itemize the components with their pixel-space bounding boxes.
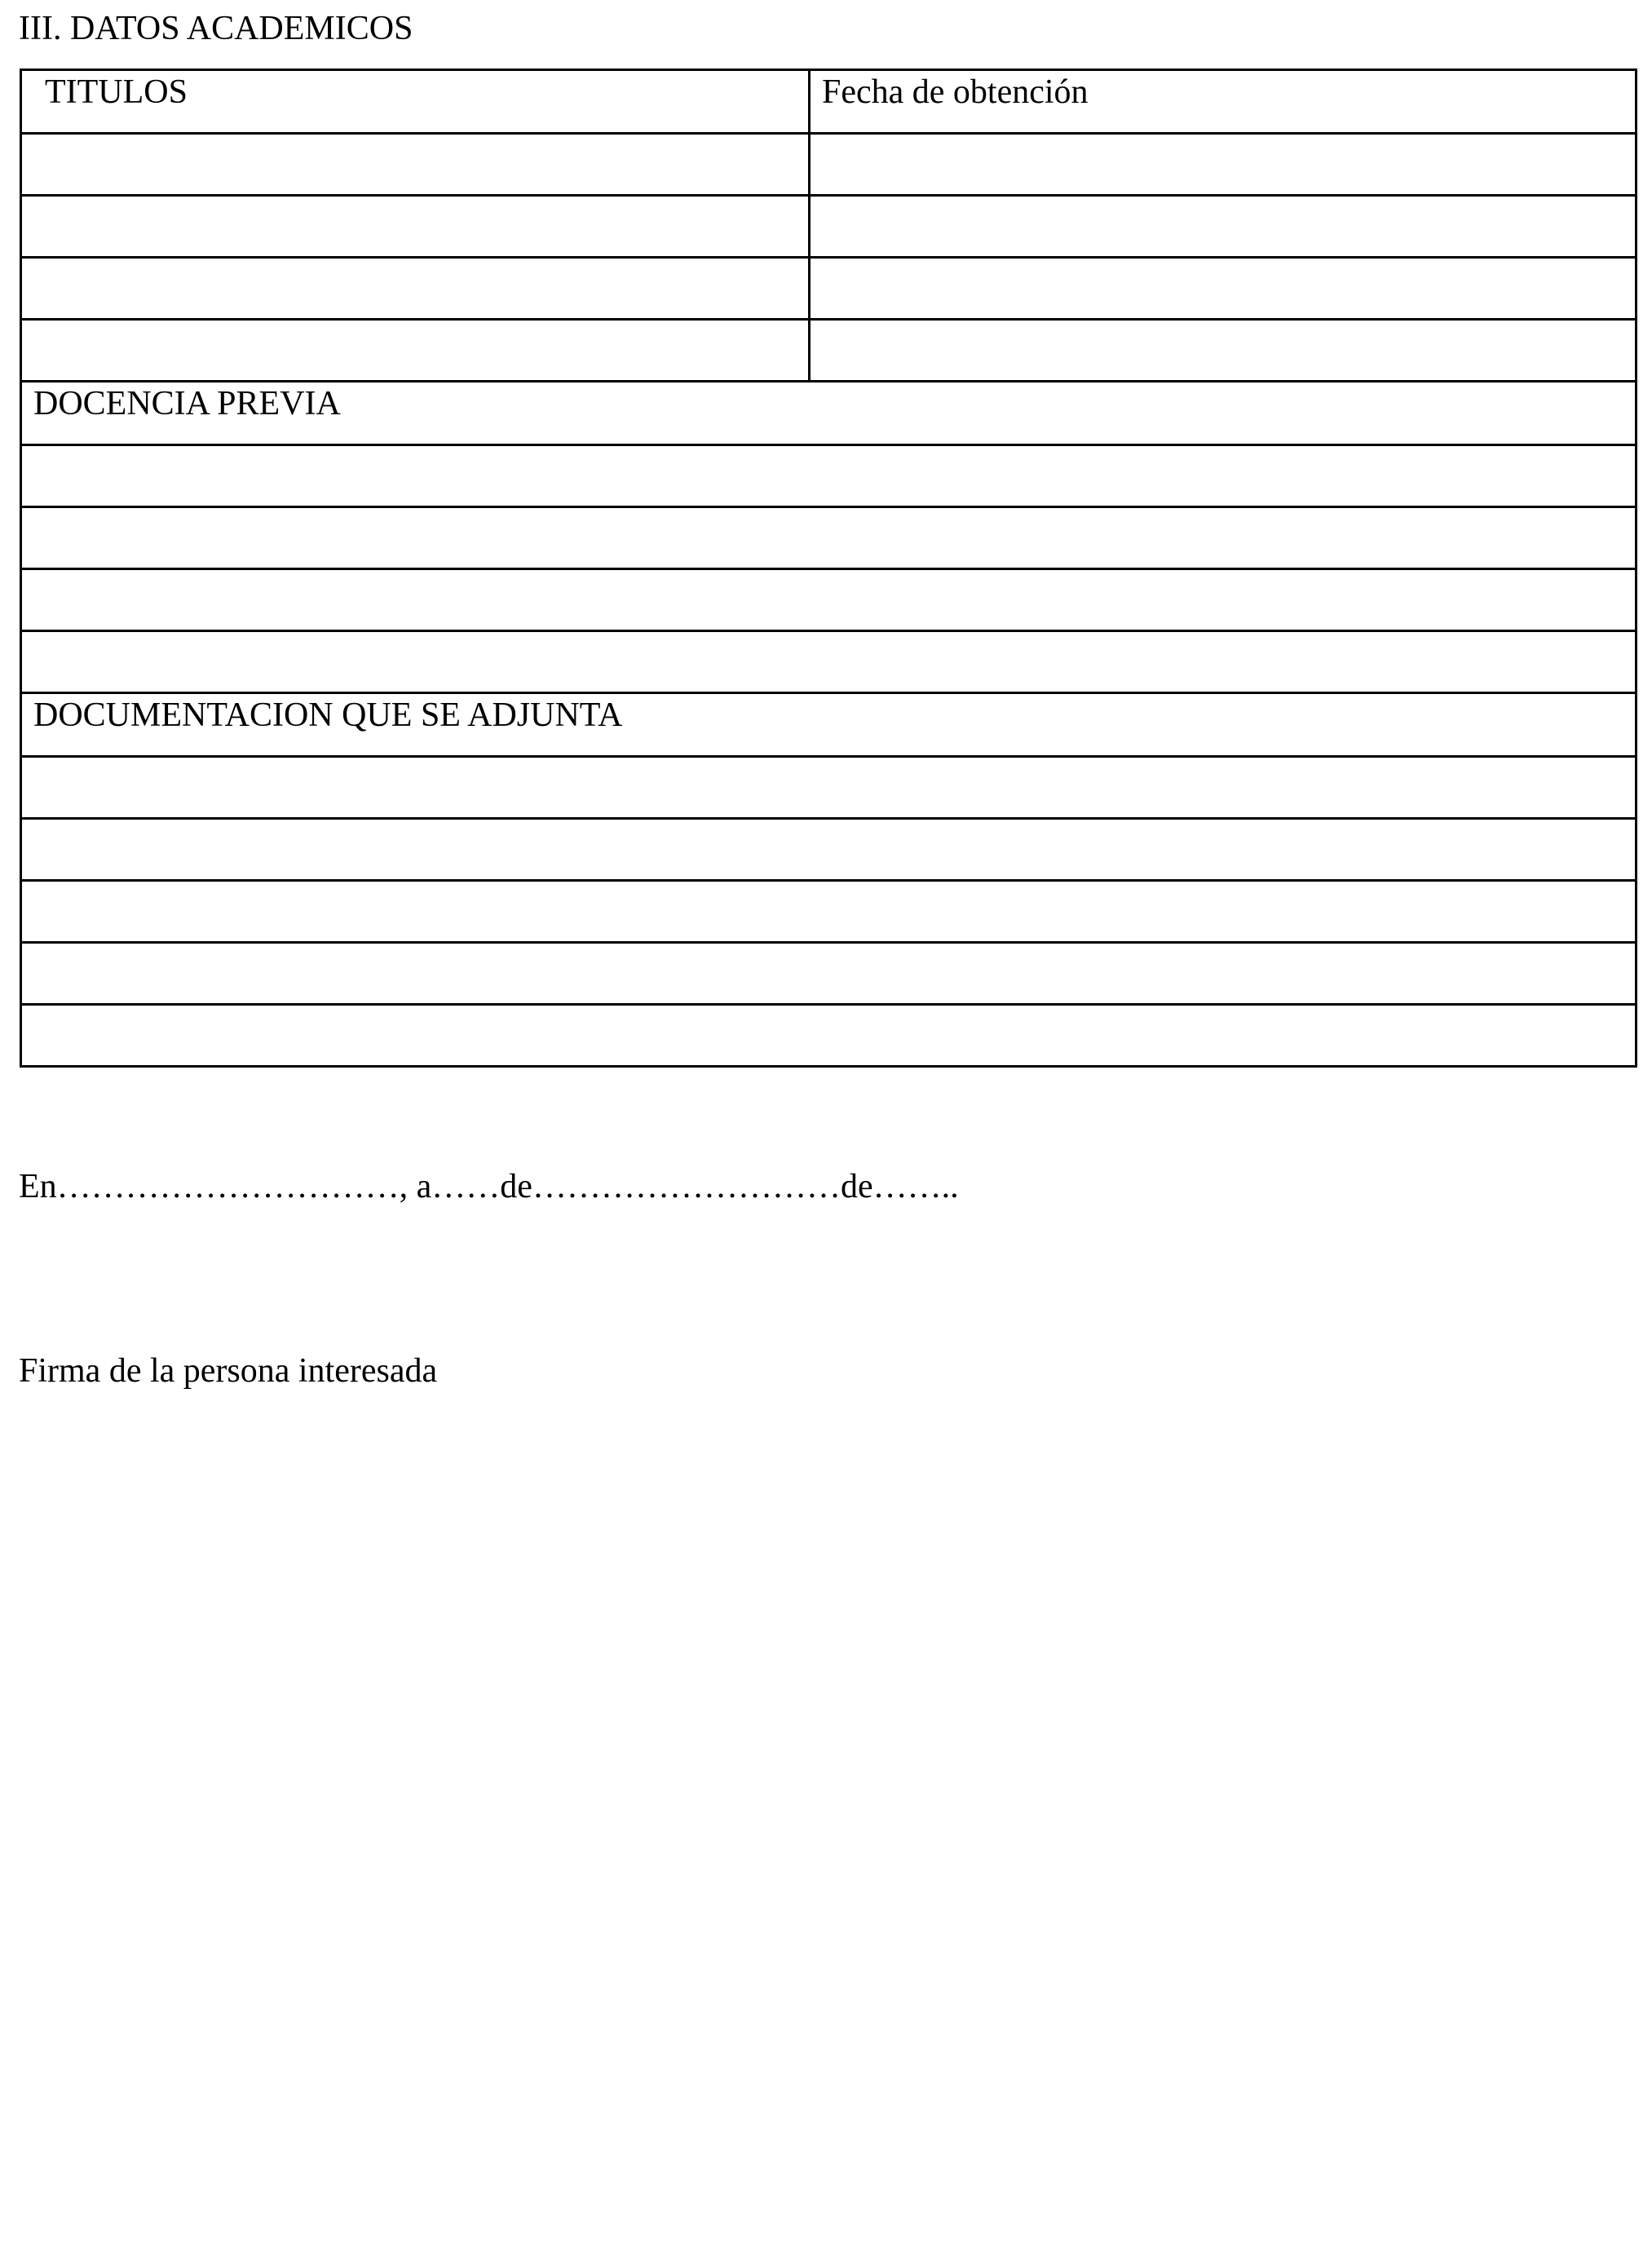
fecha-obtencion-field[interactable]: [810, 320, 1637, 382]
titulos-header: TITULOS: [21, 70, 810, 134]
documentacion-header-row: [21, 693, 1637, 757]
section-title: III. DATOS ACADEMICOS: [19, 10, 413, 47]
titulos-row: [21, 134, 1637, 196]
fecha-obtencion-field[interactable]: [810, 134, 1637, 196]
documentacion-header: DOCUMENTACION QUE SE ADJUNTA: [21, 693, 1637, 757]
titulo-field[interactable]: [21, 320, 810, 382]
titulos-row: [21, 258, 1637, 320]
docencia-previa-row: [21, 445, 1637, 507]
titulos-row: [21, 320, 1637, 382]
documentacion-row: [21, 757, 1637, 819]
titulo-field[interactable]: [21, 258, 810, 320]
fecha-obtencion-header: Fecha de obtención: [810, 70, 1637, 134]
signature-label: Firma de la persona interesada: [19, 1352, 438, 1390]
docencia-previa-field[interactable]: [21, 507, 1637, 569]
documentacion-row: [21, 881, 1637, 943]
documentacion-field[interactable]: [21, 1005, 1637, 1067]
titulo-field[interactable]: [21, 134, 810, 196]
docencia-previa-row: [21, 569, 1637, 631]
documentacion-field[interactable]: [21, 943, 1637, 1005]
docencia-previa-row: [21, 507, 1637, 569]
docencia-previa-header-row: [21, 382, 1637, 445]
place-date-line[interactable]: En…………………………, a……de………………………de……..: [19, 1168, 959, 1205]
docencia-previa-field[interactable]: [21, 631, 1637, 693]
documentacion-row: [21, 943, 1637, 1005]
documentacion-field[interactable]: [21, 881, 1637, 943]
docencia-previa-row: [21, 631, 1637, 693]
documentacion-row: [21, 1005, 1637, 1067]
docencia-previa-header: DOCENCIA PREVIA: [21, 382, 1637, 445]
documentacion-field[interactable]: [21, 819, 1637, 881]
titulos-header-row: [21, 70, 1637, 134]
documentacion-row: [21, 819, 1637, 881]
titulos-row: [21, 196, 1637, 258]
titulo-field[interactable]: [21, 196, 810, 258]
docencia-previa-field[interactable]: [21, 569, 1637, 631]
fecha-obtencion-field[interactable]: [810, 258, 1637, 320]
documentacion-field[interactable]: [21, 757, 1637, 819]
docencia-previa-field[interactable]: [21, 445, 1637, 507]
fecha-obtencion-field[interactable]: [810, 196, 1637, 258]
academic-data-table: [20, 69, 1637, 1068]
